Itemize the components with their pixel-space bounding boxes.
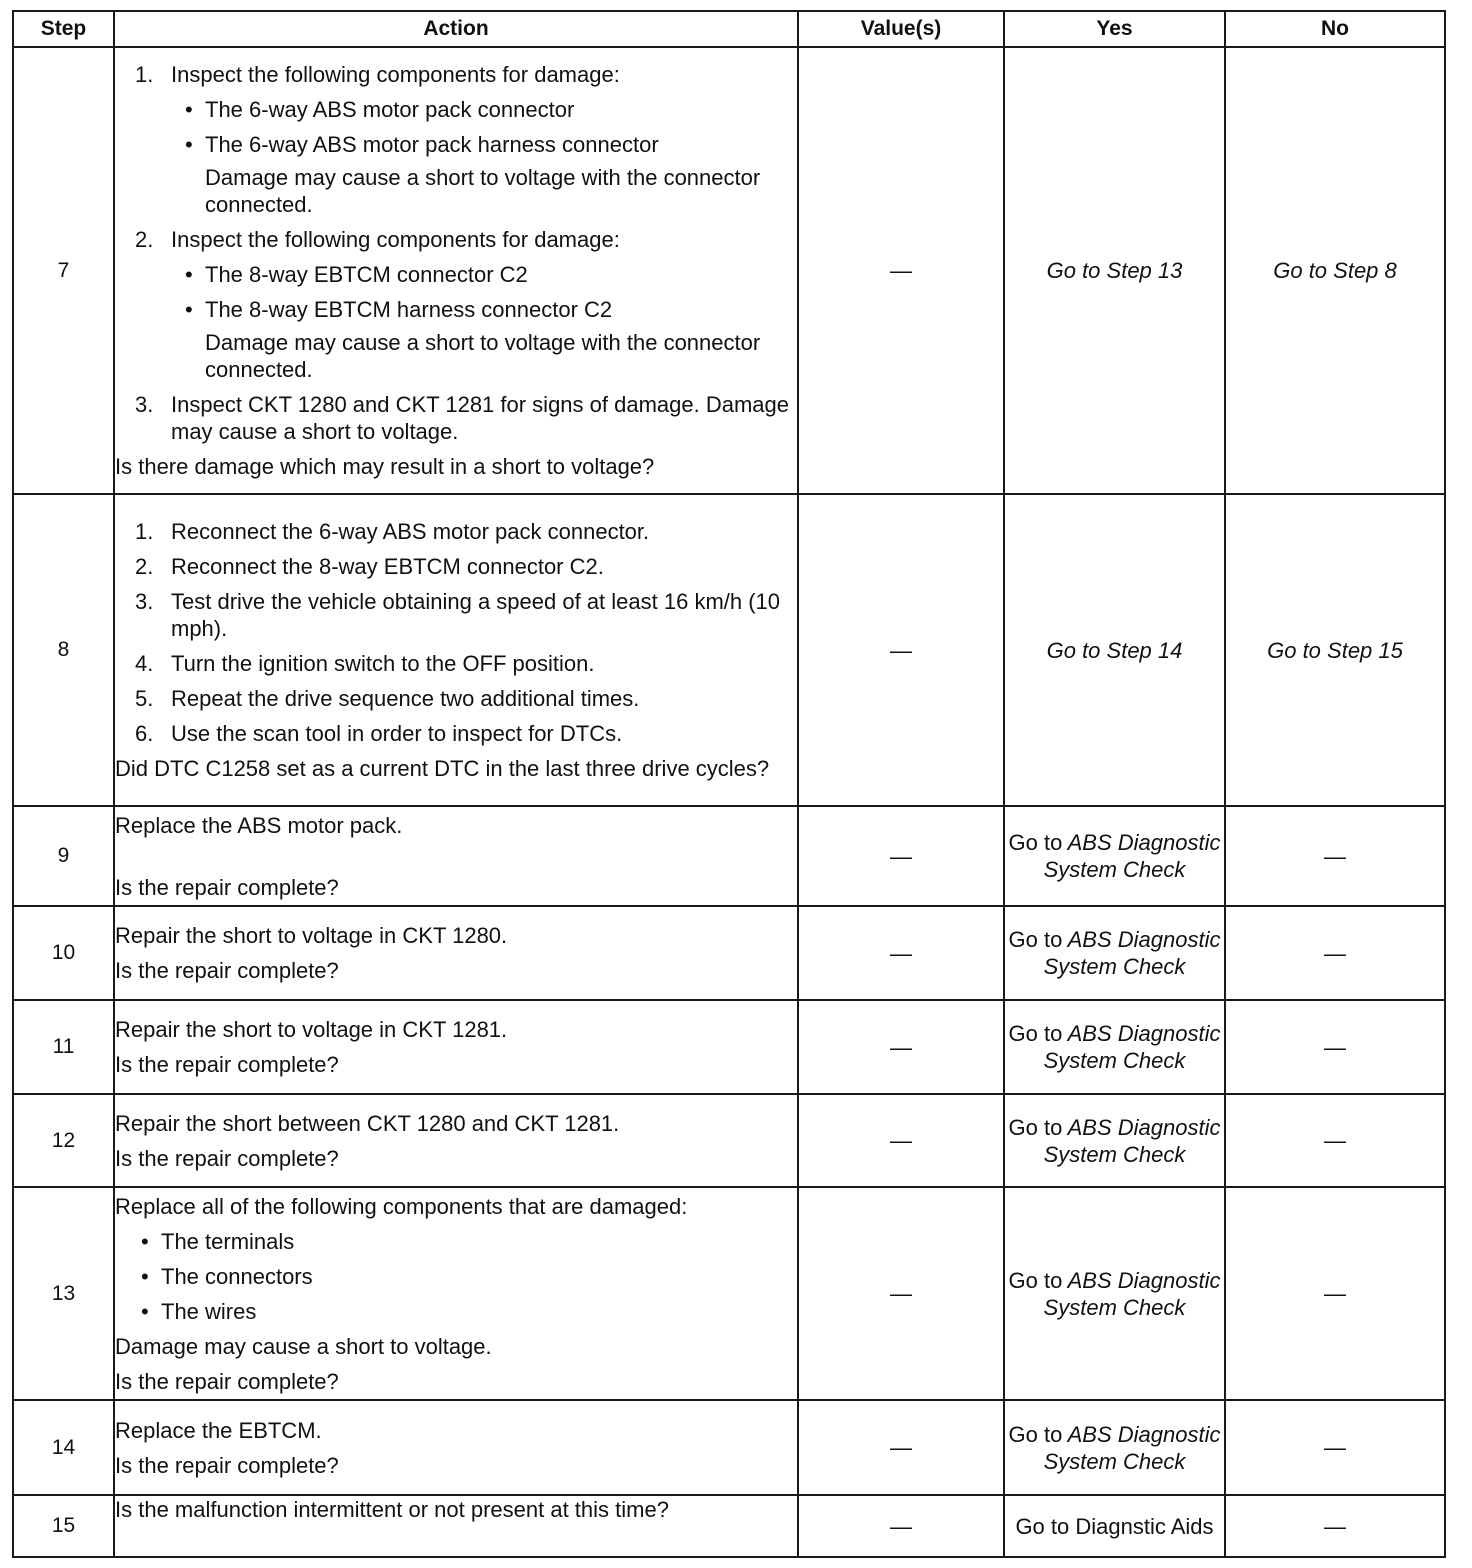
action-cell: [114, 906, 798, 1000]
no-cell: —: [1225, 1094, 1445, 1187]
bullet-item: • The terminals: [115, 1228, 797, 1255]
yes-cell: [1004, 1000, 1225, 1094]
yes-link: ABS Diagnostic System Check: [1043, 1021, 1221, 1073]
item-text: Inspect the following components for damage:: [171, 227, 620, 252]
item-number: 6.: [135, 721, 154, 746]
step-number: 7: [13, 47, 114, 494]
action-item: [115, 553, 797, 580]
item-number: 2.: [135, 227, 154, 252]
action-item: [115, 720, 797, 747]
action-text: Repair the short between CKT 1280 and CKT 1281.: [115, 1110, 620, 1136]
table-row: [13, 1495, 1445, 1557]
action-question: Is the malfunction intermittent or not present at this time?: [115, 1497, 669, 1522]
diagnostic-table: [12, 10, 1446, 1558]
yes-prefix: Go to: [1008, 927, 1063, 952]
item-note: Damage may cause a short to voltage with the connector connected.: [205, 165, 761, 217]
item-text: Repeat the drive sequence two additional times.: [171, 686, 640, 711]
action-item: [115, 650, 797, 677]
value-cell: —: [798, 494, 1004, 806]
item-text: Inspect CKT 1280 and CKT 1281 for signs of damage. Damage may cause a short to voltage.: [171, 392, 789, 444]
bullet-item: • The 6-way ABS motor pack connector: [171, 96, 797, 123]
step-number: 12: [13, 1094, 114, 1187]
action-question: Did DTC C1258 set as a current DTC in the last three drive cycles?: [115, 756, 770, 781]
value-cell: —: [798, 806, 1004, 906]
item-number: 1.: [135, 62, 154, 87]
action-text: Repair the short to voltage in CKT 1281.: [115, 1017, 508, 1042]
yes-cell: [1004, 1400, 1225, 1495]
action-cell: [114, 47, 798, 494]
header-step: Step: [13, 11, 114, 47]
yes-link: ABS Diagnostic System Check: [1043, 1114, 1221, 1167]
action-item: [115, 518, 797, 545]
yes-prefix: Go to: [1008, 1267, 1063, 1293]
action-note: Damage may cause a short to voltage.: [115, 1333, 492, 1359]
no-cell: —: [1225, 1000, 1445, 1094]
yes-link: ABS Diagnostic System Check: [1043, 1421, 1221, 1474]
table-row: [13, 906, 1445, 1000]
yes-cell: [1004, 1187, 1225, 1400]
bullet-item: • The connectors: [115, 1263, 797, 1290]
bullet-item: • The 8-way EBTCM harness connector C2: [171, 296, 797, 323]
no-cell: —: [1225, 906, 1445, 1000]
header-no: No: [1225, 11, 1445, 47]
bullet-item: • The 8-way EBTCM connector C2: [171, 261, 797, 288]
action-item: [115, 226, 797, 383]
action-cell: [114, 1495, 798, 1557]
step-number: 9: [13, 806, 114, 906]
action-question: Is the repair complete?: [115, 1368, 339, 1394]
value-cell: —: [798, 1094, 1004, 1187]
no-cell: —: [1225, 1187, 1445, 1400]
no-cell: Go to Step 15: [1225, 494, 1445, 806]
item-text: Use the scan tool in order to inspect for DTCs.: [171, 721, 623, 746]
table-row: [13, 1094, 1445, 1187]
table-row: [13, 1400, 1445, 1495]
item-number: 3.: [135, 589, 154, 614]
no-cell: Go to Step 8: [1225, 47, 1445, 494]
yes-prefix: Go to: [1008, 1421, 1063, 1447]
action-question: Is the repair complete?: [115, 874, 339, 900]
action-text: Replace all of the following components that are damaged:: [115, 1193, 688, 1219]
value-cell: —: [798, 906, 1004, 1000]
value-cell: —: [798, 1187, 1004, 1400]
action-question: Is there damage which may result in a short to voltage?: [115, 454, 655, 479]
action-item: [115, 61, 797, 218]
action-question: Is the repair complete?: [115, 958, 339, 983]
yes-cell: Go to Diagnstic Aids: [1004, 1495, 1225, 1557]
action-item: [115, 391, 797, 445]
step-number: 14: [13, 1400, 114, 1495]
header-values: Value(s): [798, 11, 1004, 47]
table-row: [13, 47, 1445, 494]
yes-prefix: Go to: [1008, 1114, 1063, 1140]
action-cell: [114, 1000, 798, 1094]
yes-cell: Go to Step 13: [1004, 47, 1225, 494]
value-cell: —: [798, 47, 1004, 494]
yes-prefix: Go to: [1008, 830, 1063, 855]
no-cell: —: [1225, 1400, 1445, 1495]
item-text: Test drive the vehicle obtaining a speed of at least 16 km/h (10 mph).: [171, 589, 781, 641]
header-yes: Yes: [1004, 11, 1225, 47]
yes-cell: [1004, 1094, 1225, 1187]
action-cell: [114, 1187, 798, 1400]
action-cell: [114, 1094, 798, 1187]
yes-cell: [1004, 906, 1225, 1000]
action-item: [115, 588, 797, 642]
yes-cell: [1004, 806, 1225, 906]
table-row: [13, 806, 1445, 906]
action-cell: [114, 806, 798, 906]
no-cell: —: [1225, 1495, 1445, 1557]
yes-cell: Go to Step 14: [1004, 494, 1225, 806]
action-question: Is the repair complete?: [115, 1145, 339, 1171]
table-row: [13, 1187, 1445, 1400]
value-cell: —: [798, 1000, 1004, 1094]
yes-link: ABS Diagnostic System Check: [1043, 830, 1221, 882]
item-text: Inspect the following components for damage:: [171, 62, 620, 87]
step-number: 11: [13, 1000, 114, 1094]
item-text: Reconnect the 8-way EBTCM connector C2.: [171, 554, 604, 579]
table-row: [13, 494, 1445, 806]
action-cell: [114, 494, 798, 806]
table-row: [13, 1000, 1445, 1094]
item-number: 4.: [135, 651, 154, 676]
item-number: 5.: [135, 686, 154, 711]
step-number: 8: [13, 494, 114, 806]
header-row: [13, 11, 1445, 47]
yes-prefix: Go to: [1008, 1021, 1063, 1046]
yes-link: ABS Diagnostic System Check: [1043, 1267, 1221, 1320]
step-number: 10: [13, 906, 114, 1000]
yes-link: ABS Diagnostic System Check: [1043, 927, 1221, 979]
step-number: 13: [13, 1187, 114, 1400]
action-question: Is the repair complete?: [115, 1452, 339, 1478]
no-cell: —: [1225, 806, 1445, 906]
item-number: 1.: [135, 519, 154, 544]
item-number: 3.: [135, 392, 154, 417]
bullet-item: • The wires: [115, 1298, 797, 1325]
action-item: [115, 685, 797, 712]
value-cell: —: [798, 1400, 1004, 1495]
item-text: Turn the ignition switch to the OFF position.: [171, 651, 595, 676]
action-text: Replace the ABS motor pack.: [115, 812, 403, 838]
item-number: 2.: [135, 554, 154, 579]
item-note: Damage may cause a short to voltage with the connector connected.: [205, 330, 761, 382]
header-action: Action: [114, 11, 798, 47]
action-text: Replace the EBTCM.: [115, 1417, 322, 1443]
action-question: Is the repair complete?: [115, 1052, 339, 1077]
action-cell: [114, 1400, 798, 1495]
item-text: Reconnect the 6-way ABS motor pack connector.: [171, 519, 650, 544]
step-number: 15: [13, 1495, 114, 1557]
bullet-item: • The 6-way ABS motor pack harness connector: [171, 131, 797, 158]
value-cell: —: [798, 1495, 1004, 1557]
action-text: Repair the short to voltage in CKT 1280.: [115, 923, 508, 948]
